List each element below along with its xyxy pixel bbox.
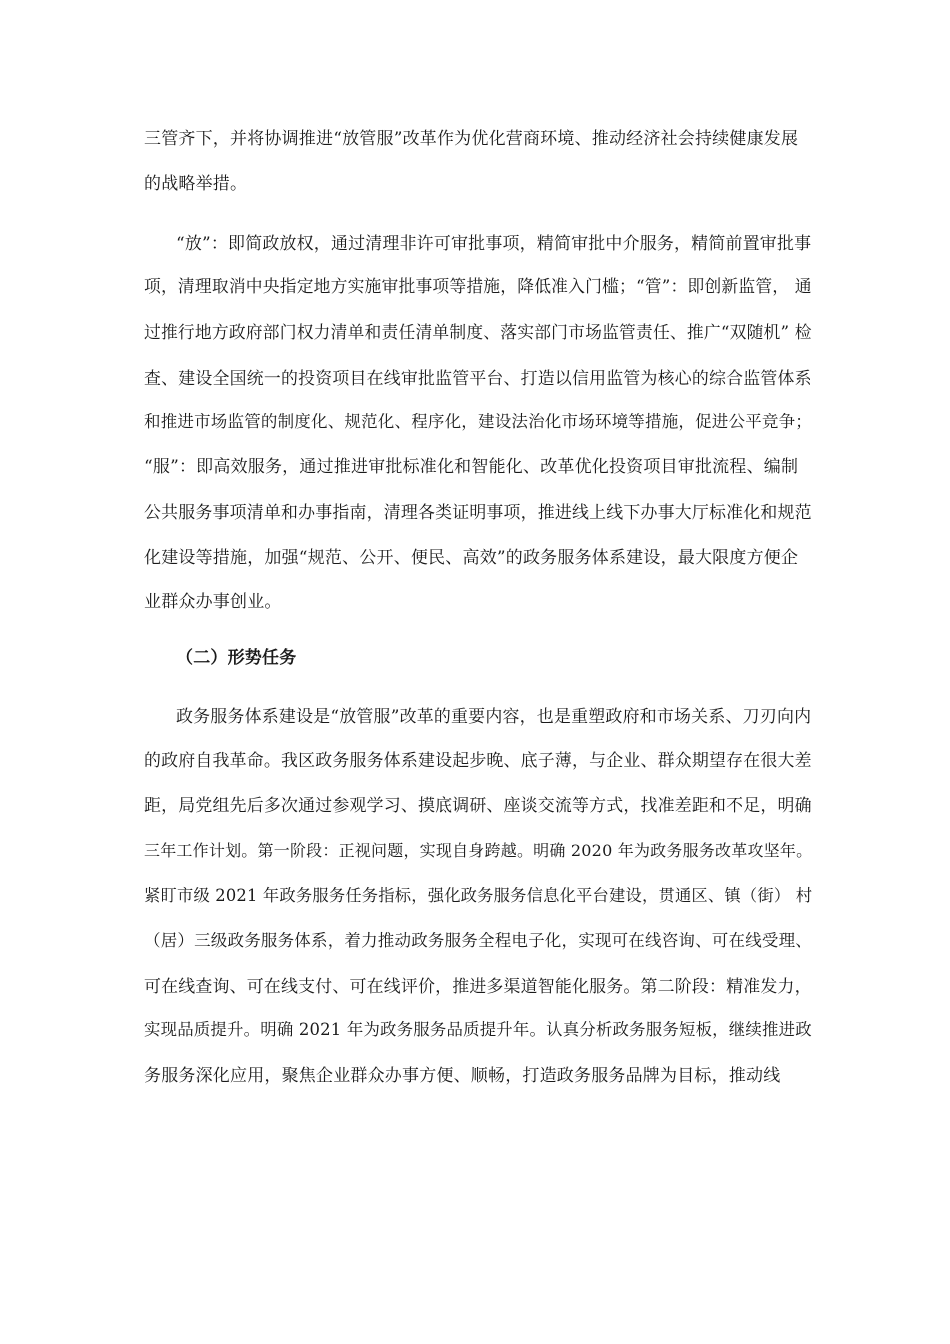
text-line: 务服务深化应用，聚焦企业群众办事方便、顺畅，打造政务服务品牌为目标，推动线 (144, 1066, 781, 1086)
text-line: 三年工作计划。第一阶段：正视问题，实现自身跨越。明确 2020 年为政务服务改革攻坚年。 (144, 841, 813, 860)
text-line: 化建设等措施，加强“规范、公开、便民、高效”的政务服务体系建设，最大限度方便企 (144, 548, 799, 568)
text-line: 距，局党组先后多次通过参观学习、摸底调研、座谈交流等方式，找准差距和不足，明确 (144, 795, 812, 815)
text-line: 的政府自我革命。我区政务服务体系建设起步晚、底子薄，与企业、群众期望存在很大差 (144, 750, 812, 770)
text-line: 过推行地方政府部门权力清单和责任清单制度、落实部门市场监管责任、推广“双随机” 检 (144, 322, 812, 342)
text-line: 实现品质提升。明确 2021 年为政务服务品质提升年。认真分析政务服务短板，继续推进政 (144, 1020, 812, 1039)
text-line: 查、建设全国统一的投资项目在线审批监管平台、打造以信用监管为核心的综合监管体系 (144, 368, 812, 388)
text-line: 可在线查询、可在线支付、可在线评价，推进多渠道智能化服务。第二阶段：精准发力， (144, 976, 812, 996)
text-line: “服”：即高效服务，通过推进审批标准化和智能化、改革优化投资项目审批流程、编制 (144, 457, 799, 477)
text-line: 三管齐下，并将协调推进“放管服”改革作为优化营商环境、推动经济社会持续健康发展 (144, 129, 799, 149)
text-line: “放”：即简政放权，通过清理非许可审批事项，精简审批中介服务，精简前置审批事 (176, 233, 812, 253)
text-line: 公共服务事项清单和办事指南，清理各类证明事项，推进线上线下办事大厅标准化和规范 (144, 502, 812, 522)
text-line: 项，清理取消中央指定地方实施审批事项等措施，降低准入门槛；“管”：即创新监管， 通 (144, 276, 812, 296)
text-line: 紧盯市级 2021 年政务服务任务指标，强化政务服务信息化平台建设，贯通区、镇（街） 村 (144, 886, 813, 905)
section-heading-text: （二）形势任务 (176, 648, 297, 668)
text-line: 和推进市场监管的制度化、规范化、程序化，建设法治化市场环境等措施，促进公平竞争； (144, 412, 812, 431)
text-line: 的战略举措。 (144, 174, 248, 194)
text-line: （居）三级政务服务体系，着力推动政务服务全程电子化，实现可在线咨询、可在线受理、 (144, 931, 812, 950)
text-line: 业群众办事创业。 (144, 592, 282, 612)
text-line: 政务服务体系建设是“放管服”改革的重要内容，也是重塑政府和市场关系、刀刃向内 (176, 706, 812, 726)
